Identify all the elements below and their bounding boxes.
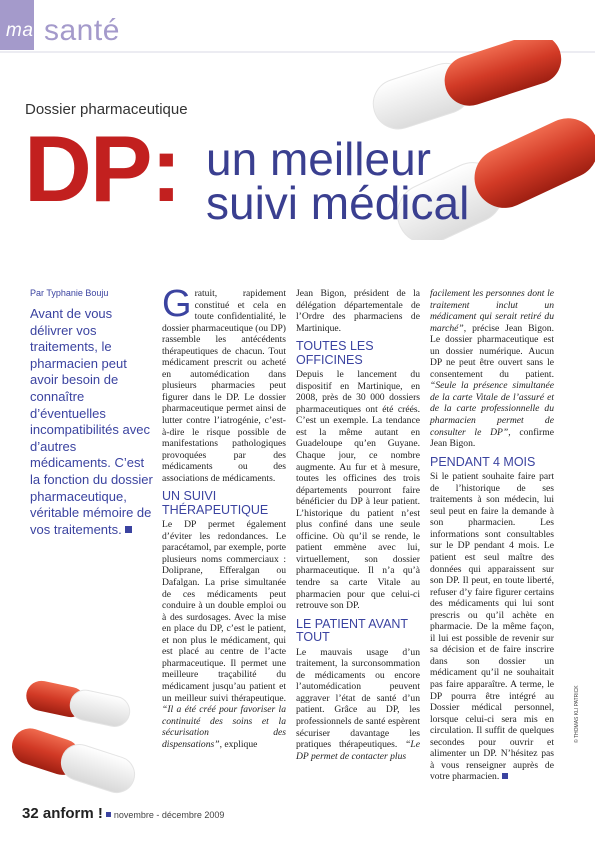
paragraph: Depuis le lancement du dispositif en Martinique, en 2008, près de 30 000 dossiers pharmaceutiques ont été créés. C’est un exemple. La tendance est la même autant en Guadeloupe qu’en Guyane. Chaque jour, ce nombre augmente. Au fur et à mesure, toutes les officines des trois départements pourront faire bénéficier du DP à leur patient. L’historique du patient n’est plus confiné dans une seule officine. Où qu’il se rende, le patient emmène avec lui, virtuellement, son dossier pharmaceutique. Il n’a qu’à tendre sa carte Vitale au pharmacien pour que celui-ci retrouve son DP. — [296, 369, 420, 612]
quote-text: “Le DP permet de contacter plus — [296, 739, 420, 762]
title-dp: DP: — [24, 116, 180, 221]
issue-date: novembre - décembre 2009 — [113, 810, 225, 820]
body-column-2 — [296, 288, 420, 762]
page-number: 32 — [22, 805, 39, 822]
paragraph — [162, 283, 286, 484]
photo-credit-text: © THOMAS KLI PATRICK — [574, 685, 580, 743]
body-column-3 — [430, 288, 554, 783]
paragraph-text: , précise Jean Bigon. Le dossier pharmaceutique est un dossier numérique. Aucun DP ne peut être ouvert sans le consentement du patient. — [430, 322, 554, 380]
page-footer — [22, 805, 224, 822]
header-tag-sante: santé — [44, 14, 120, 47]
capsule-top — [367, 40, 568, 135]
title-line-2: suivi médical — [206, 177, 470, 229]
paragraph-text: Si le patient souhaite faire part de l’historique de ses traitements à son médecin, lui seul peut en faire la demande à son pharmacien. Les informations sont consultables sur le DP pendant 4 mois. Le patient est seul maître des données qui apparaissent sur son DP. Il peut, en toute liberté, refuser d’y faire figurer certains des médicaments qui lui sont prescris ou qu’il achète en pharmacie. De la même façon, il lui est possible de revenir sur sa décision et de faire inscrire dans son dossier un médicament qu’il ne souhaitait pas faire apparaître. A terme, le DP pourra être intégré au Dossier médical personnel, lorsque celui-ci sera mis en circulation. Il suffit de quelques secondes pour ouvrir et alimenter un DP. N’hésitez pas à vous renseigner auprès de votre pharmacien. — [430, 471, 554, 783]
end-mark — [502, 773, 508, 779]
header-tag-ma: ma — [6, 20, 34, 41]
paragraph — [162, 519, 286, 750]
quote-text: facilement les personnes dont le traitement inclut un médicament qui serait retiré du marché” — [430, 288, 554, 334]
quote-text: “Il a été créé pour favoriser la continuité des soins et la sécurisation des dispensations” — [162, 704, 286, 750]
paragraph-text: ratuit, rapidement constitué et cela en toute confidentialité, le dossier pharmaceutique (ou DP) rassemble les antécédents thérapeutiques de chacun. Tout médicament prescrit ou acheté en automédication dans plusieurs pharmacies peut figurer dans le DP. Le dossier pharmaceutique permet ainsi de lutter contre l’iatrogénie, c’est-à-dire le risque possible de manifestations pathologiques provoquées par des médicaments ou des associations de médicaments. — [162, 288, 286, 484]
article-kicker: Dossier pharmaceutique — [25, 101, 188, 118]
end-mark — [125, 526, 132, 533]
photo-credit — [574, 683, 582, 743]
magazine-name: anform ! — [42, 805, 103, 822]
title-line-1: un meilleur — [206, 133, 431, 185]
paragraph — [296, 647, 420, 762]
paragraph: Jean Bigon, président de la délégation départementale de l’Ordre des pharmaciens de Martinique. — [296, 288, 420, 334]
paragraph-text: Le DP permet également d’éviter les redondances. Le paracétamol, par exemple, porte plusieurs noms commerciaux : Doliprane, Efferalgan ou Dafalgan. La prise simultanée de ces médicaments peut conduire à un double emploi ou à des surdosages. Avec la mise en place du DP, c’est le patient, et non plus le médicament, qui est placé au centre de l’acte pharmaceutique. Il permet une meilleure traçabilité du médicament jusqu’au patient et un meilleur suivi thérapeutique. — [162, 519, 286, 704]
subheading-quatre-mois: PENDANT 4 MOIS — [430, 454, 536, 469]
subheading-suivi: UN SUIVI THÉRAPEUTIQUE — [162, 489, 269, 517]
footer-square — [106, 812, 111, 817]
drop-cap: G — [162, 283, 192, 325]
paragraph — [430, 471, 554, 783]
lead-text: Avant de vous délivrer vos traitements, le pharmacien peut avoir besoin de connaître d’éventuelles incompatibilités avec d’autres médicaments. C’est la fonction du dossier pharmaceutique, véritable mémoire de vos traitements. — [30, 306, 153, 537]
subheading-officines: TOUTES LES OFFICINES — [296, 339, 374, 367]
paragraph-text: , confirme Jean Bigon. — [430, 426, 554, 450]
article-lead — [30, 306, 154, 538]
capsules-illustration-small — [0, 665, 150, 800]
paragraph-text: Le mauvais usage d’un traitement, la surconsommation de médicaments ou encore l’automédication peuvent aggraver l’état de santé d’un patient. Grâce au DP, les professionnels de santé espèrent sécuriser davantage les pratiques thérapeutiques. — [296, 646, 420, 751]
subheading-patient: LE PATIENT AVANT TOUT — [296, 616, 408, 645]
article-author: Par Typhanie Bouju — [30, 288, 109, 298]
body-column-1 — [162, 283, 286, 750]
paragraph-text: , explique — [219, 738, 258, 750]
quote-text: “Seule la présence simultanée de la carte Vitale de l’assuré et de la carte professionnelle du pharmacien permet de consulter le DP” — [430, 380, 554, 438]
paragraph — [430, 288, 554, 450]
